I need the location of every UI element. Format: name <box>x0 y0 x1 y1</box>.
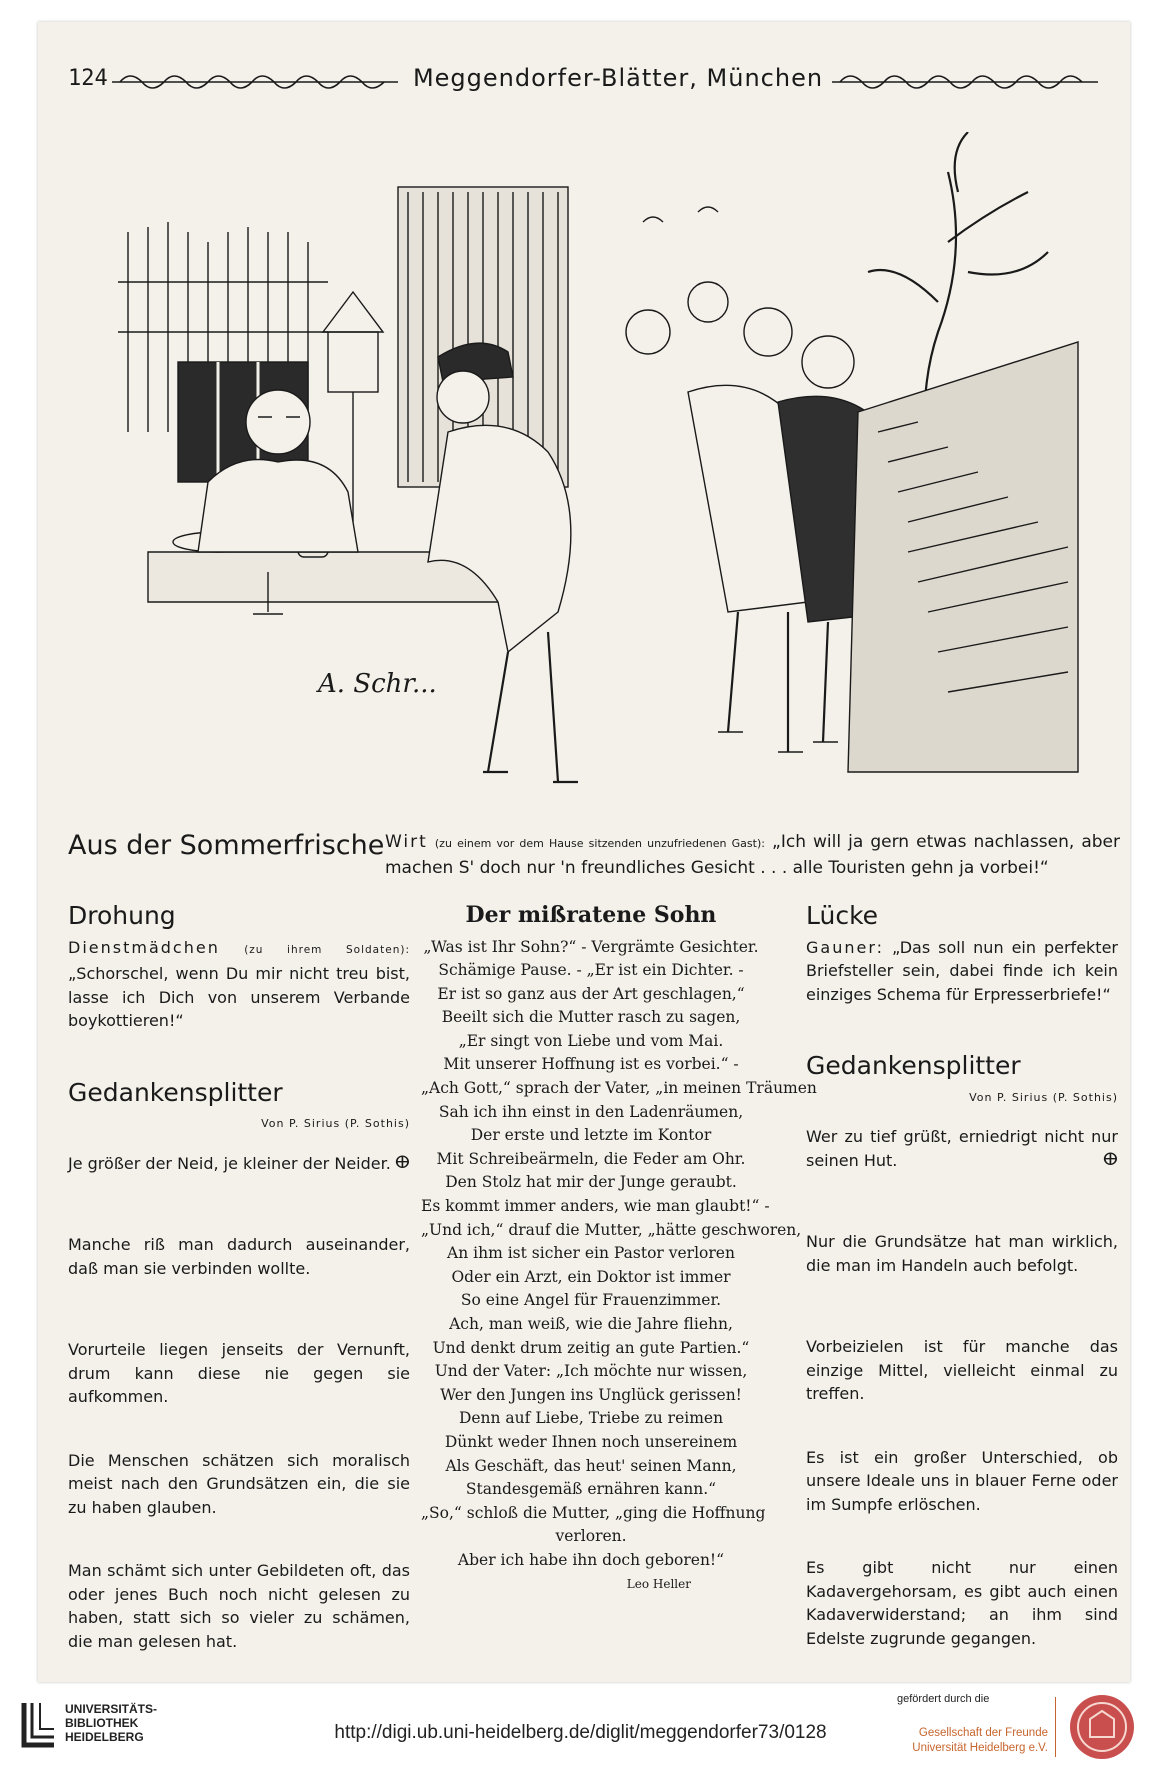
column-left <box>68 901 410 1653</box>
poem-line: An ihm ist sicher ein Pastor verloren <box>447 1244 735 1263</box>
poem-line: Standesgemäß ernähren kann.“ <box>465 1480 717 1499</box>
byline-left: Von P. Sirius (P. Sothis) <box>261 1117 410 1130</box>
ornament-mark-icon: ⴲ <box>1102 1149 1118 1170</box>
poem-line: Beeilt sich die Mutter rasch zu sagen, <box>441 1008 741 1027</box>
cartoon-illustration <box>88 132 1088 822</box>
drohung-speaker: Dienstmädchen <box>68 937 220 957</box>
poem-line: Und denkt drum zeitig an gute Partien.“ <box>432 1338 750 1357</box>
poem-line: „Was ist Ihr Sohn?“ - Vergrämte Gesichter. <box>423 937 759 956</box>
page-number: 124 <box>68 66 108 91</box>
section-title-drohung: Drohung <box>68 901 176 930</box>
column-right <box>806 901 1118 1650</box>
footer-divider <box>1055 1697 1056 1757</box>
cartoon-caption-title: Aus der Sommerfrische <box>68 830 385 861</box>
aphorism-left-2: Manche riß man dadurch auseinander, daß man sie verbinden wollte. <box>68 1235 410 1278</box>
poem-author: Leo Heller <box>626 1576 691 1591</box>
header-ornament-left-icon <box>110 68 400 92</box>
poem-line: Der erste und letzte im Kontor <box>470 1126 712 1145</box>
permalink-url[interactable]: http://digi.ub.uni-heidelberg.de/diglit/meggendorfer73/0128 <box>334 1722 827 1743</box>
funder-name: Gesellschaft der Freunde Universität Heidelberg e.V. <box>912 1727 1048 1754</box>
poem-line: Den Stolz hat mir der Junge geraubt. <box>445 1173 737 1192</box>
library-name: UNIVERSITÄTS- BIBLIOTHEK HEIDELBERG <box>65 1702 158 1744</box>
section-title-luecke: Lücke <box>806 901 879 930</box>
funded-by-label: gefördert durch die <box>897 1693 990 1705</box>
column-middle-poem <box>421 902 817 1596</box>
aphorism-right-4: Es ist ein großer Unterschied, ob unsere Ideale uns in blauer Ferne oder im Sumpfe erlöschen. <box>806 1447 1118 1514</box>
aphorism-left-5: Man schämt sich unter Gebildeten oft, das oder jenes Buch noch nicht gelesen zu haben, statt sich so vieler zu schämen, die man gelesen hat. <box>68 1561 410 1651</box>
poem-line: verloren. <box>555 1527 627 1546</box>
poem-line: „So,“ schloß die Mutter, „ging die Hoffnung <box>421 1503 766 1522</box>
section-title-gedankensplitter-left: Gedankensplitter <box>68 1077 283 1107</box>
poem-line: So eine Angel für Frauenzimmer. <box>460 1291 722 1310</box>
poem-line: Ach, man weiß, wie die Jahre fliehn, <box>449 1315 733 1333</box>
luecke-quote: „Das soll nun ein perfekter Briefsteller sein, dabei finde ich kein einziges Schema für Erpresserbriefe!“ <box>806 937 1118 1004</box>
poem-line: Als Geschäft, das heut' seinen Mann, <box>445 1456 737 1475</box>
drohung-stage: (zu ihrem Soldaten): <box>244 943 410 956</box>
poem-line: Und der Vater: „Ich möchte nur wissen, <box>434 1362 748 1381</box>
luecke-text <box>806 936 1118 1007</box>
poem-line: „Ach Gott,“ sprach der Vater, „in meinen Träumen <box>421 1079 817 1098</box>
caption-speaker: Wirt <box>385 832 428 852</box>
poem-line: „Und ich,“ drauf die Mutter, „hätte geschworen, <box>421 1220 802 1239</box>
aphorism-right-3: Vorbeizielen ist für manche das einzige Mittel, vielleicht einmal zu treffen. <box>806 1337 1118 1403</box>
caption-quote: „Ich will ja gern etwas nachlassen, aber machen S' doch nur 'n freundliches Gesicht . . . alle Touristen gehn ja vorbei!“ <box>385 832 1121 878</box>
poem-line: Mit Schreibeärmeln, die Feder am Ohr. <box>436 1149 746 1168</box>
scanned-page <box>38 22 1130 1682</box>
drohung-text <box>68 936 410 1033</box>
page-header <box>68 60 1100 106</box>
digitization-footer <box>0 1685 1161 1775</box>
aphorism-left-1: Je größer der Neid, je kleiner der Neider. ⴲ <box>68 1152 410 1176</box>
header-ornament-right-icon <box>830 68 1100 92</box>
poem-line: Es kommt immer anders, wie man glaubt!“ - <box>421 1197 770 1216</box>
aphorism-right-5: Es gibt nicht nur einen Kadavergehorsam, es gibt auch einen Kadaverwiderstand; an ihm sind Edelste zugrunde gegangen. <box>806 1558 1118 1648</box>
ornament-mark-icon: ⴲ <box>394 1152 410 1173</box>
poem-line: Oder ein Arzt, ein Doktor ist immer <box>451 1267 731 1286</box>
university-seal-icon <box>1068 1693 1136 1761</box>
byline-right: Von P. Sirius (P. Sothis) <box>969 1090 1118 1104</box>
aphorism-left-4: Die Menschen schätzen sich moralisch meist nach den Grundsätzen ein, die sie zu haben glauben. <box>68 1450 410 1517</box>
poem-title: Der mißratene Sohn <box>465 902 717 928</box>
aphorism-right-2: Nur die Grundsätze hat man wirklich, die man im Handeln auch befolgt. <box>806 1232 1118 1275</box>
journal-title: Meggendorfer-Blätter, München <box>412 64 824 92</box>
artist-signature: A. Schr... <box>318 669 437 699</box>
poem-line: Denn auf Liebe, Triebe zu reimen <box>458 1409 724 1428</box>
poem-line: Er ist so ganz aus der Art geschlagen,“ <box>437 984 745 1003</box>
poem-line: Schämige Pause. - „Er ist ein Dichter. - <box>438 961 744 980</box>
poem-line: Wer den Jungen ins Unglück gerissen! <box>440 1385 742 1404</box>
poem-line: Aber ich habe ihn doch geboren!“ <box>457 1550 725 1569</box>
poem-line: Mit unserer Hoffnung ist es vorbei.“ - <box>443 1055 739 1074</box>
aphorism-left-3: Vorurteile liegen jenseits der Vernunft, drum kann diese nie gegen sie aufkommen. <box>68 1340 410 1406</box>
section-title-gedankensplitter-right: Gedankensplitter <box>806 1051 1021 1080</box>
poem-line: „Er singt von Liebe und vom Mai. <box>458 1031 724 1050</box>
drohung-quote: „Schorschel, wenn Du mir nicht treu bist, lasse ich Dich von unserem Verbande boykottieren!“ <box>68 964 410 1030</box>
caption-stage-direction: (zu einem vor dem Hause sitzenden unzufriedenen Gast): <box>434 837 765 850</box>
aphorism-right-1: Wer zu tief grüßt, erniedrigt nicht nur seinen Hut. ⴲ <box>806 1125 1118 1172</box>
poem-line: Dünkt weder Ihnen noch unsereinem <box>444 1432 738 1451</box>
cartoon-caption <box>385 830 1120 881</box>
luecke-speaker: Gauner: <box>806 937 885 957</box>
poem-line: Sah ich ihn einst in den Ladenräumen, <box>438 1102 744 1121</box>
